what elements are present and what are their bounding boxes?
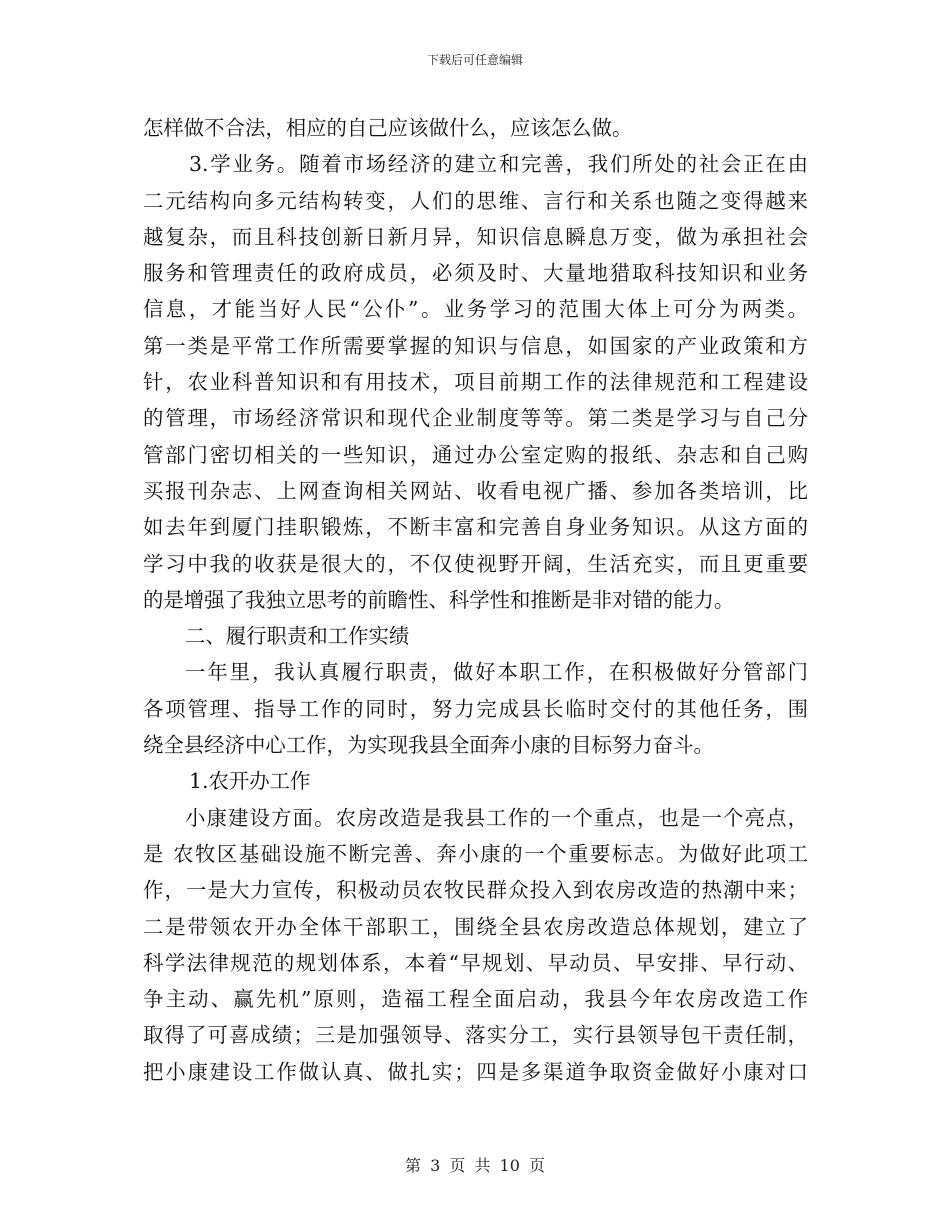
text-line: 一年里，我认真履行职责，做好本职工作，在积极做好分管部门 (185, 660, 808, 685)
text-line: 的管理，市场经济常识和现代企业制度等等。第二类是学习与自己分 (143, 406, 808, 431)
text-line: 作，一是大力宣传，积极动员农牧民群众投入到农房改造的热潮中来； (143, 878, 808, 903)
text-line: 二元结构向多元结构转变，人们的思维、言行和关系也随之变得越来 (143, 188, 808, 213)
text-line: 3.学业务。随着市场经济的建立和完善，我们所处的社会正在由 (189, 152, 808, 177)
text-line: 学习中我的收获是很大的，不仅使视野开阔，生活充实，而且更重要 (143, 551, 808, 576)
text-line: 买报刊杂志、上网查询相关网站、收看电视广播、参加各类培训，比 (143, 478, 808, 503)
text-line: 针，农业科普知识和有用技术，项目前期工作的法律规范和工程建设 (143, 370, 808, 395)
text-line: 争主动、赢先机”原则，造福工程全面启动，我县今年农房改造工作 (143, 987, 808, 1012)
page-header: 下载后可任意编辑 (426, 53, 523, 67)
text-line: 如去年到厦门挂职锻炼，不断丰富和完善自身业务知识。从这方面的 (143, 515, 808, 540)
text-line: 怎样做不合法，相应的自己应该做什么，应该怎么做。 (143, 116, 633, 140)
text-line: 信息，才能当好人民“公仆”。业务学习的范围大体上可分为两类。 (143, 297, 808, 322)
text-line: 各项管理、指导工作的同时，努力完成县长临时交付的其他任务，围 (143, 696, 808, 721)
text-line: 取得了可喜成绩；三是加强领导、落实分工，实行县领导包干责任制， (143, 1023, 808, 1048)
text-line: 把小康建设工作做认真、做扎实；四是多渠道争取资金做好小康对口 (143, 1059, 808, 1084)
text-line: 科学法律规范的规划体系，本着“早规划、早动员、早安排、早行动、 (143, 950, 808, 975)
subsection-heading: 1.农开办工作 (189, 769, 311, 794)
document-body (143, 110, 808, 1090)
text-line: 越复杂，而且科技创新日新月异，知识信息瞬息万变，做为承担社会 (143, 224, 808, 249)
text-line: 二是带领农开办全体干部职工，围绕全县农房改造总体规划，建立了 (143, 914, 808, 939)
text-line: 管部门密切相关的一些知识，通过办公室定购的报纸、杂志和自己购 (143, 442, 808, 467)
page-number-footer: 第 3 页 共 10 页 (405, 1156, 545, 1175)
text-line: 绕全县经济中心工作，为实现我县全面奔小康的目标努力奋斗。 (143, 733, 714, 758)
section-heading: 二、履行职责和工作实绩 (185, 624, 410, 649)
text-line: 是 农牧区基础设施不断完善、奔小康的一个重要标志。为做好此项工 (143, 841, 808, 866)
text-line: 第一类是平常工作所需要掌握的知识与信息，如国家的产业政策和方 (143, 333, 808, 358)
text-line: 服务和管理责任的政府成员，必须及时、大量地猎取科技知识和业务 (143, 261, 808, 286)
text-line: 小康建设方面。农房改造是我县工作的一个重点，也是一个亮点， (185, 805, 808, 830)
text-line: 的是增强了我独立思考的前瞻性、科学性和推断是非对错的能力。 (143, 587, 735, 612)
